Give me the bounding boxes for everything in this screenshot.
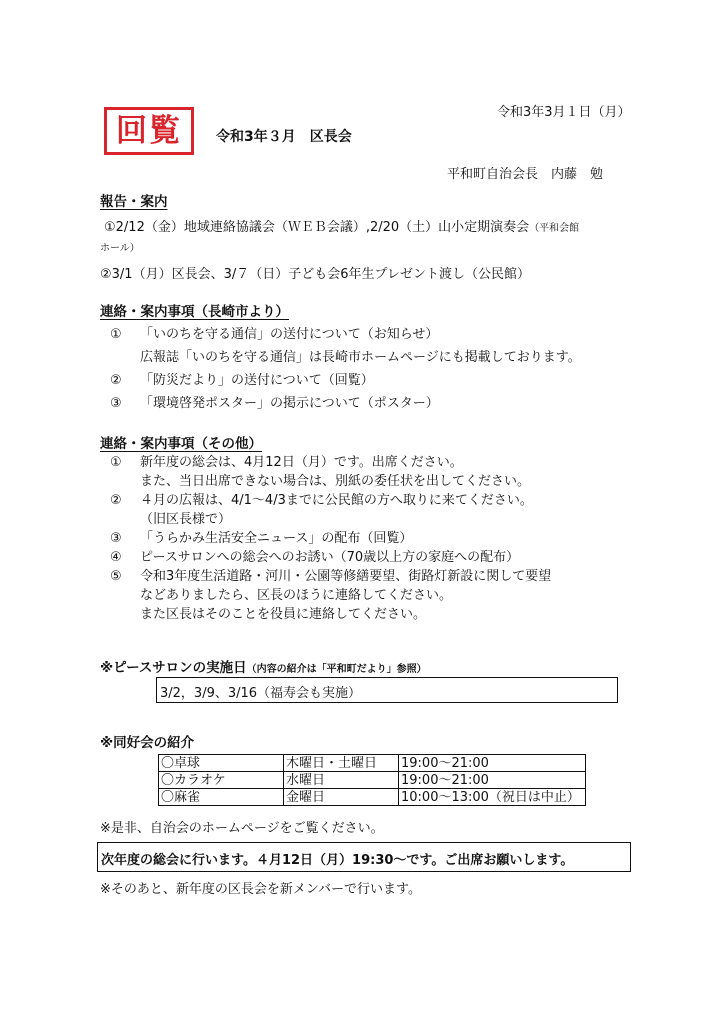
club-time: 19:00～21:00 [399, 755, 586, 772]
clubs-heading: ※同好会の紹介 [100, 735, 195, 751]
after-meeting-note: ※そのあと、新年度の区長会を新メンバーで行います。 [100, 882, 421, 897]
author-line: 平和町自治会長 内藤 勉 [447, 167, 604, 182]
list-item [110, 346, 581, 369]
item-number: ③ [110, 396, 122, 411]
other-notice-list [110, 453, 551, 624]
item-number: ⑤ [110, 569, 122, 584]
item-text: （旧区長様で） [140, 512, 232, 527]
list-item [110, 472, 551, 491]
item-text: ピースサロンへの総会へのお誘い（70歳以上方の家庭への配布） [140, 550, 520, 565]
item-number: ② [110, 373, 122, 388]
item-text: 「環境啓発ポスター」の掲示について（ポスター） [140, 396, 439, 411]
report-line-1-continued: ホール） [100, 243, 140, 254]
report-line-1-main: ①2/12（金）地域連絡協議会（ＷＥＢ会議）,2/20（土）山小定期演奏会 [104, 220, 530, 235]
item-text: 「うらかみ生活安全ニュース」の配布（回覧） [140, 531, 413, 546]
list-item [110, 586, 551, 605]
list-item [110, 491, 551, 510]
list-item [110, 323, 581, 346]
club-time: 10:00～13:00（祝日は中止） [399, 789, 586, 806]
list-item [110, 510, 551, 529]
list-item [110, 548, 551, 567]
item-number: ① [110, 455, 122, 470]
report-line-2: ②3/1（月）区長会、3/７（日）子ども会6年生プレゼント渡し（公民館） [100, 267, 530, 282]
peace-salon-note: （内容の紹介は「平和町だより」参照） [246, 664, 427, 675]
item-text: 「いのちを守る通信」の送付について（お知らせ） [140, 327, 439, 342]
item-text: 新年度の総会は、4月12日（月）です。出席ください。 [140, 455, 463, 470]
item-number: ② [110, 493, 122, 508]
item-text: また、当日出席できない場合は、別紙の委任状を出してください。 [140, 474, 531, 489]
document-date: 令和3年3月１日（月） [497, 105, 631, 120]
clubs-table [158, 754, 586, 806]
item-text: 「防災だより」の送付について（回覧） [140, 373, 374, 388]
report-line-1 [104, 216, 579, 235]
peace-salon-heading: ※ピースサロンの実施日 [100, 660, 247, 676]
item-text: 広報誌「いのちを守る通信」は長崎市ホームページにも掲載しております。 [140, 350, 581, 365]
list-item [110, 605, 551, 624]
list-item [110, 392, 581, 415]
city-notice-heading: 連絡・案内事項（長崎市より） [100, 304, 289, 320]
report-line-1-venue: （平和会館 [529, 223, 580, 234]
city-notice-list [110, 323, 581, 415]
club-name: 〇カラオケ [159, 772, 284, 789]
document-title: 令和3年３月 区長会 [216, 129, 352, 145]
item-text: また区長はそのことを役員に連絡してください。 [140, 607, 427, 622]
item-text: などありましたら、区長のほうに連絡してください。 [140, 588, 453, 603]
list-item [110, 567, 551, 586]
circulation-stamp: 回覧 [104, 107, 194, 155]
other-notice-heading: 連絡・案内事項（その他） [100, 436, 262, 452]
club-name: 〇卓球 [159, 755, 284, 772]
table-row [159, 755, 586, 772]
item-text: ４月の広報は、4/1～4/3までに公民館の方へ取りに来てください。 [140, 493, 533, 508]
list-item [110, 529, 551, 548]
club-time: 19:00～21:00 [399, 772, 586, 789]
peace-salon-heading-line [100, 656, 427, 676]
item-number: ① [110, 327, 122, 342]
list-item [110, 369, 581, 392]
peace-salon-dates: 3/2，3/9、3/16（福寿会も実施） [160, 686, 362, 701]
general-meeting-notice: 次年度の総会に行います。４月12日（月）19:30～です。ご出席お願いします。 [101, 853, 574, 868]
table-row [159, 789, 586, 806]
homepage-note: ※是非、自治会のホームページをご覧ください。 [100, 821, 384, 836]
item-number: ③ [110, 531, 122, 546]
club-day: 水曜日 [284, 772, 399, 789]
club-name: 〇麻雀 [159, 789, 284, 806]
table-row [159, 772, 586, 789]
club-day: 金曜日 [284, 789, 399, 806]
item-number: ④ [110, 550, 122, 565]
report-heading: 報告・案内 [100, 194, 168, 210]
item-text: 令和3年度生活道路・河川・公園等修繕要望、街路灯新設に関して要望 [140, 569, 552, 584]
club-day: 木曜日・土曜日 [284, 755, 399, 772]
list-item [110, 453, 551, 472]
